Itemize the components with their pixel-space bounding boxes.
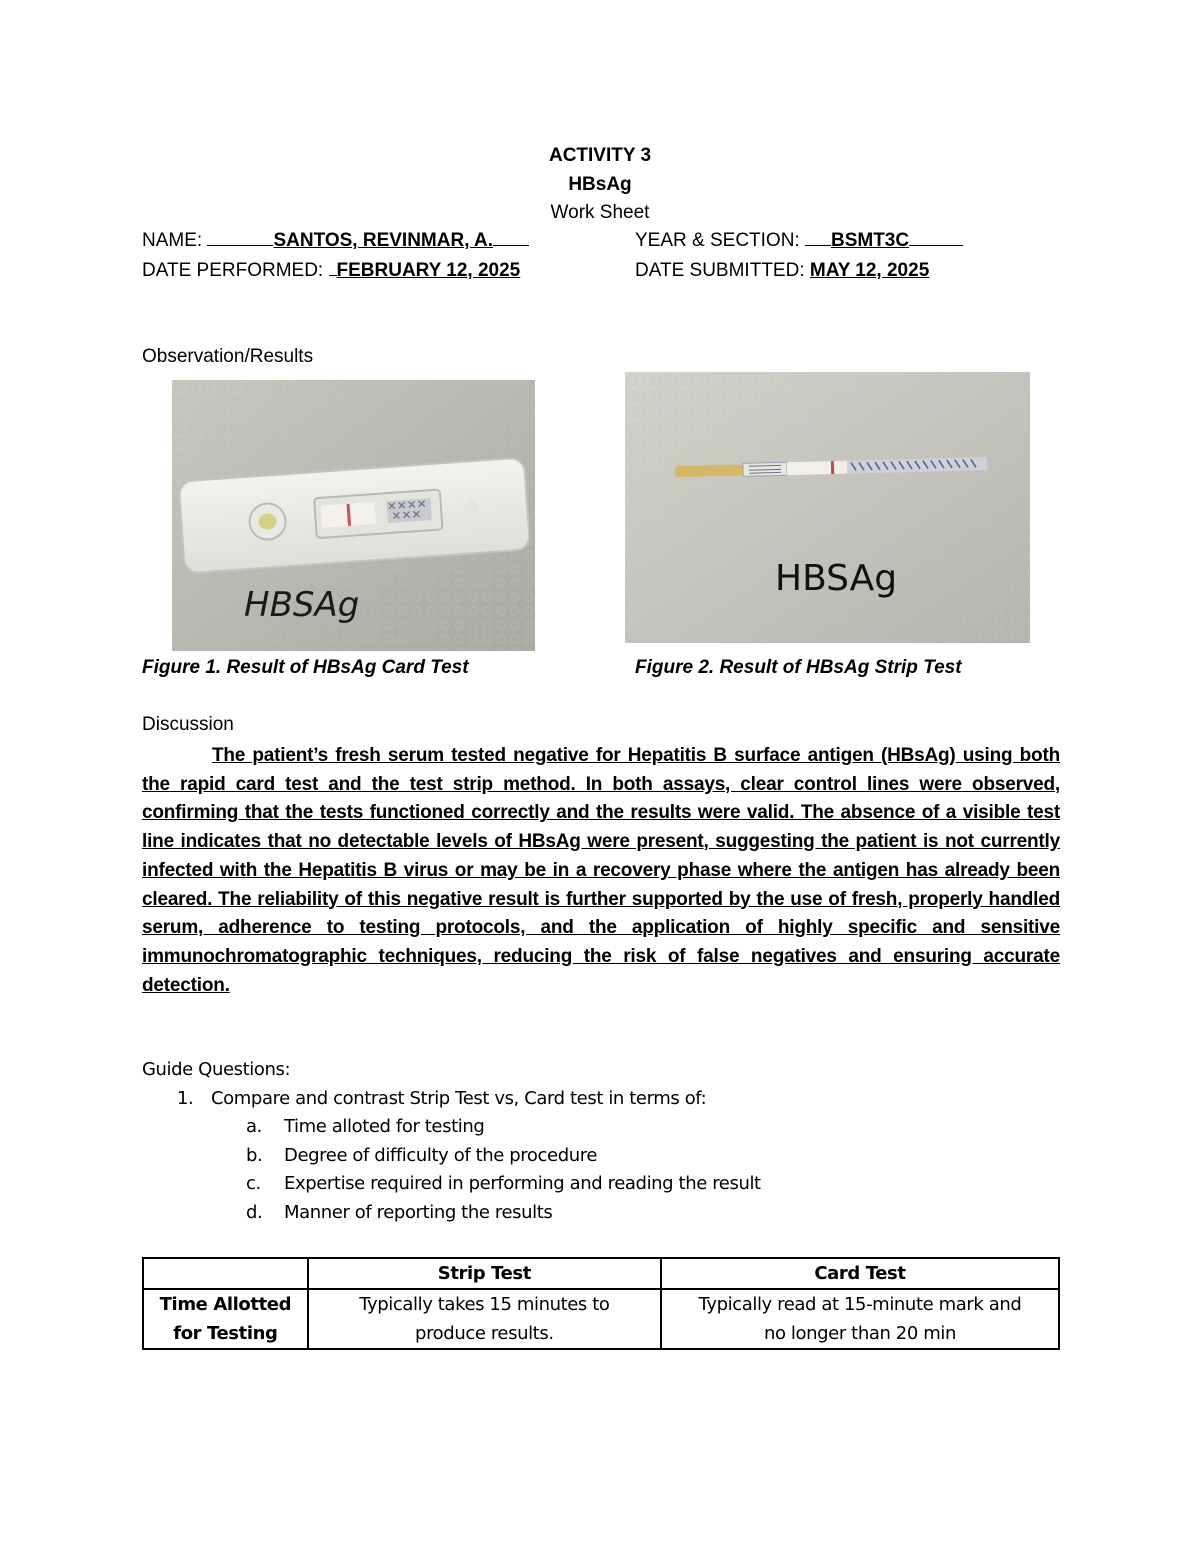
discussion-label: Discussion <box>142 714 234 735</box>
row-label-line: Time Allotted <box>159 1294 292 1315</box>
table-header-row <box>143 1258 1059 1289</box>
date-performed-value: FEBRUARY 12, 2025 <box>336 260 521 281</box>
question-number: 1. <box>177 1088 194 1109</box>
table-header-empty <box>143 1258 308 1289</box>
guide-questions-label: Guide Questions: <box>142 1059 291 1080</box>
question-text: Compare and contrast Strip Test vs, Card test in terms of: <box>211 1088 707 1109</box>
subitem-text: Degree of difficulty of the procedure <box>284 1145 598 1166</box>
figure2-caption: Figure 2. Result of HBsAg Strip Test <box>635 657 962 678</box>
guide-subitem <box>246 1145 597 1166</box>
year-section-value: BSMT3C <box>830 230 910 251</box>
card-test-photo <box>172 380 535 651</box>
date-performed-blank <box>329 261 337 276</box>
row-label-line: for Testing <box>173 1323 278 1344</box>
year-section-label: YEAR & SECTION: <box>635 230 800 251</box>
row-label-cell <box>143 1289 308 1349</box>
table-row <box>143 1289 1059 1349</box>
discussion-paragraph: The patient’s fresh serum tested negative for Hepatitis B surface antigen (HBsAg) using both the rapid card test and the test strip method. In both assays, clear control lines were observed, confirming that the tests functioned correctly and the results were valid. The absence of a visible test line indicates that no detectable levels of HBsAg were present, suggesting the patient is not currently infected with the Hepatitis B virus or may be in a recovery phase where the antigen has already been cleared. The reliability of this negative result is further supported by the use of fresh, properly handled serum, adherence to testing protocols, and the application of highly specific and sensitive immunochromatographic techniques, reducing the risk of false negatives and ensuring accurate detection. <box>142 745 1060 996</box>
subitem-text: Expertise required in performing and reading the result <box>284 1173 761 1194</box>
name-blank-lead <box>207 231 273 246</box>
guide-subitem <box>246 1173 761 1194</box>
subitem-letter: c. <box>246 1173 261 1194</box>
name-label: NAME: <box>142 230 203 251</box>
subitem-text: Time alloted for testing <box>284 1116 485 1137</box>
table-header-card: Card Test <box>661 1258 1059 1289</box>
subitem-letter: b. <box>246 1145 263 1166</box>
guide-question-1 <box>177 1088 706 1109</box>
card-test-cell <box>661 1289 1059 1349</box>
year-blank-trail <box>909 231 963 246</box>
name-blank-trail <box>493 231 529 246</box>
subitem-letter: a. <box>246 1116 262 1137</box>
subitem-text: Manner of reporting the results <box>284 1202 553 1223</box>
figure1-caption: Figure 1. Result of HBsAg Card Test <box>142 657 469 678</box>
strip-cell-line: Typically takes 15 minutes to <box>359 1294 610 1315</box>
observation-label: Observation/Results <box>142 346 314 367</box>
activity-title: ACTIVITY 3 <box>548 145 652 166</box>
strip-handwriting-label: HBSAg <box>775 558 898 599</box>
name-value: SANTOS, REVINMAR, A. <box>273 230 494 251</box>
date-submitted-value: MAY 12, 2025 <box>809 260 930 281</box>
date-submitted-label: DATE SUBMITTED: <box>635 260 805 281</box>
card-handwriting-label: HBSAg <box>244 585 360 625</box>
guide-subitem <box>246 1202 552 1223</box>
comparison-table <box>142 1257 1060 1350</box>
worksheet-subtitle: Work Sheet <box>550 202 650 223</box>
topic-title: HBsAg <box>568 174 632 195</box>
date-performed-line <box>142 260 520 282</box>
table-header-strip: Strip Test <box>308 1258 661 1289</box>
strip-cell-line: produce results. <box>415 1323 554 1344</box>
year-blank-lead <box>805 231 831 246</box>
date-submitted-line <box>635 260 929 282</box>
strip-test-cell <box>308 1289 661 1349</box>
guide-subitem <box>246 1116 484 1137</box>
subitem-letter: d. <box>246 1202 263 1223</box>
card-cell-line: Typically read at 15-minute mark and <box>698 1294 1022 1315</box>
card-cell-line: no longer than 20 min <box>763 1323 956 1344</box>
name-line <box>142 230 529 252</box>
year-section-line <box>635 230 963 252</box>
date-performed-label: DATE PERFORMED: <box>142 260 324 281</box>
strip-test-photo <box>625 372 1030 643</box>
